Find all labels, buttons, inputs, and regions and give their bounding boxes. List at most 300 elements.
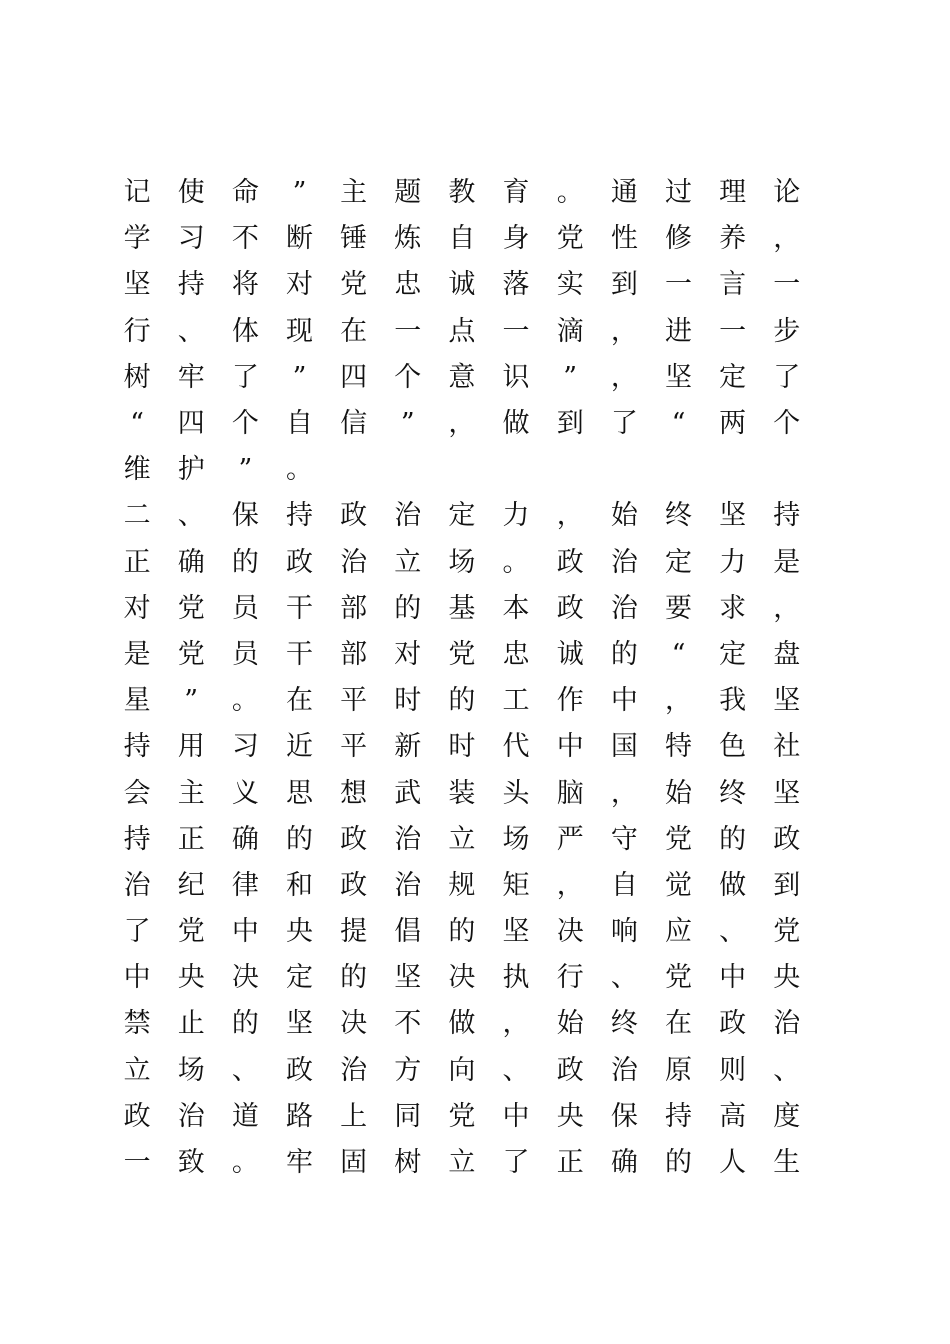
text-char: 一 [773,269,801,301]
text-char: ， [556,869,584,901]
text-line [110,1048,814,1094]
text-char: 、 [502,1054,530,1086]
text-char: 的 [231,1008,259,1040]
text-char: 做 [448,1008,476,1040]
text-char: 牢 [285,1147,313,1179]
text-char: 近 [285,731,313,763]
text-line [110,401,814,447]
text-char: 坚 [773,777,801,809]
text-char: 诚 [448,269,476,301]
text-char: 身 [502,223,530,255]
text-char: 识 [502,361,530,393]
text-char: 一 [664,269,692,301]
text-char: 场 [448,546,476,578]
text-char: 义 [231,777,259,809]
text-line [110,770,814,816]
text-char: 锤 [340,223,368,255]
text-char: 保 [610,1100,638,1132]
text-char: ” [292,177,307,209]
text-char: 持 [773,500,801,532]
text-char: 一 [502,315,530,347]
text-char: 做 [502,408,530,440]
text-char: ， [773,223,801,255]
text-char: 和 [285,869,313,901]
text-char: 时 [448,731,476,763]
text-char: 正 [556,1147,584,1179]
text-char: 决 [231,962,259,994]
text-line [110,1140,814,1186]
text-char: 用 [177,731,205,763]
text-char: 是 [773,546,801,578]
text-char: 落 [502,269,530,301]
text-char: 的 [664,1147,692,1179]
text-char: 员 [231,638,259,670]
text-char: 道 [231,1100,259,1132]
text-char: 政 [285,1054,313,1086]
text-char: 严 [556,823,584,855]
text-char: 致 [177,1147,205,1179]
text-char: 命 [231,177,259,209]
text-char: 持 [123,731,151,763]
text-char: 炼 [394,223,422,255]
text-char: 治 [340,1054,368,1086]
text-char: 、 [177,500,205,532]
text-char: 终 [610,1008,638,1040]
text-char: 矩 [502,869,530,901]
text-char: 了 [502,1147,530,1179]
text-char: 则 [719,1054,747,1086]
text-line [110,909,814,955]
text-line [110,262,814,308]
text-char: 政 [340,500,368,532]
text-char: ” [292,361,307,393]
text-char: 代 [502,731,530,763]
text-char: 方 [394,1054,422,1086]
text-char: ， [502,1008,530,1040]
text-char: 定 [664,546,692,578]
text-char: 作 [556,685,584,717]
text-char: 坚 [502,916,530,948]
text-char: ， [448,408,476,440]
text-char: 的 [340,962,368,994]
text-line [110,216,814,262]
text-char: 自 [448,223,476,255]
text-line [110,170,814,216]
text-char: 中 [502,1100,530,1132]
text-char: 性 [610,223,638,255]
text-char: 论 [773,177,801,209]
text-char: 题 [394,177,422,209]
text-char: 治 [394,869,422,901]
text-char: 一 [394,315,422,347]
text-char: 治 [610,546,638,578]
text-char: 维 [123,454,151,486]
text-char: 持 [123,823,151,855]
text-char: 新 [394,731,422,763]
text-line [110,1094,814,1140]
text-char: 将 [231,269,259,301]
text-char: 政 [719,1008,747,1040]
text-char: 行 [556,962,584,994]
text-char: 了 [123,916,151,948]
text-char: 教 [448,177,476,209]
text-char: 确 [231,823,259,855]
text-char: 一 [123,1147,151,1179]
text-char: 忠 [394,269,422,301]
text-char: 力 [719,546,747,578]
text-char: ” [400,408,415,440]
text-char: 确 [610,1147,638,1179]
text-char: 。 [231,1147,259,1179]
text-char: 工 [502,685,530,717]
text-char: 人 [719,1147,747,1179]
text-char: ” [238,454,253,486]
text-char: 我 [719,685,747,717]
text-char: 的 [394,592,422,624]
text-char: 主 [340,177,368,209]
text-char: 定 [719,361,747,393]
text-char: 始 [610,500,638,532]
text-char: 持 [664,1100,692,1132]
text-char: 、 [719,916,747,948]
text-char: 提 [340,916,368,948]
text-char: 两 [719,408,747,440]
text-char: 党 [664,962,692,994]
text-char: 央 [773,962,801,994]
text-char: 不 [231,223,259,255]
text-char: 、 [177,315,205,347]
text-char: 定 [285,962,313,994]
text-char: 正 [123,546,151,578]
text-char: 平 [340,685,368,717]
text-char: “ [671,638,686,670]
text-char: 体 [231,315,259,347]
text-char: 武 [394,777,422,809]
text-char: 立 [448,823,476,855]
text-char: 场 [502,823,530,855]
text-char: 习 [177,223,205,255]
text-char: 治 [610,1054,638,1086]
text-char: 向 [448,1054,476,1086]
text-line [110,724,814,770]
text-char: 央 [285,916,313,948]
text-char: 治 [610,592,638,624]
text-char: 政 [285,546,313,578]
text-char: 盘 [773,638,801,670]
text-char: 一 [719,315,747,347]
text-char: 终 [719,777,747,809]
text-char: 治 [177,1100,205,1132]
text-char: ， [556,500,584,532]
text-char: 立 [394,546,422,578]
text-char: 中 [610,685,638,717]
text-char: 终 [664,500,692,532]
text-char: 在 [285,685,313,717]
text-char: 政 [556,546,584,578]
section-heading-line [110,493,814,539]
text-char: 治 [394,823,422,855]
text-char: 坚 [719,500,747,532]
text-char: 员 [231,592,259,624]
text-char: 治 [340,546,368,578]
text-line [110,586,814,632]
text-char: 中 [556,731,584,763]
text-char: ， [664,685,692,717]
text-char: 社 [773,731,801,763]
text-char: 始 [556,1008,584,1040]
text-char: 进 [664,315,692,347]
text-char: 牢 [177,361,205,393]
text-char: 本 [502,592,530,624]
text-char: 育 [502,177,530,209]
text-char: 止 [177,1008,205,1040]
text-char: 路 [285,1100,313,1132]
text-char: 不 [394,1008,422,1040]
text-char: 。 [556,177,584,209]
text-char: 要 [664,592,692,624]
text-char: 响 [610,916,638,948]
text-char: 保 [231,500,259,532]
text-char: 禁 [123,1008,151,1040]
text-char: 确 [177,546,205,578]
text-char: 正 [177,823,205,855]
text-char: 。 [285,454,313,486]
text-char: 中 [719,962,747,994]
text-char: 护 [177,454,205,486]
text-char: 上 [340,1100,368,1132]
text-char: ” [184,685,199,717]
text-char: 的 [231,546,259,578]
text-line [110,955,814,1001]
text-line [110,863,814,909]
text-char: 了 [610,408,638,440]
text-char: 意 [448,361,476,393]
text-char: 记 [123,177,151,209]
text-line [110,355,814,401]
text-char: 。 [502,546,530,578]
text-char: 时 [394,685,422,717]
text-char: 治 [123,869,151,901]
text-line [110,447,814,493]
text-char: 了 [773,361,801,393]
text-char: 同 [394,1100,422,1132]
text-char: 场 [177,1054,205,1086]
text-line [110,540,814,586]
text-char: 力 [502,500,530,532]
text-char: 、 [773,1054,801,1086]
text-char: 治 [773,1008,801,1040]
text-char: 中 [123,962,151,994]
text-char: 诚 [556,638,584,670]
text-char: 原 [664,1054,692,1086]
text-char: 树 [394,1147,422,1179]
text-char: 守 [610,823,638,855]
body-text [110,170,814,1186]
text-char: 坚 [664,361,692,393]
text-char: 。 [231,685,259,717]
text-char: 持 [177,269,205,301]
text-char: 定 [719,638,747,670]
text-char: 政 [773,823,801,855]
text-char: 执 [502,962,530,994]
text-char: 自 [285,408,313,440]
text-char: 到 [610,269,638,301]
text-char: 滴 [556,315,584,347]
text-char: 的 [448,685,476,717]
text-char: 四 [340,361,368,393]
text-char: 始 [664,777,692,809]
text-char: “ [130,408,144,440]
text-char: 央 [556,1100,584,1132]
text-char: 、 [231,1054,259,1086]
text-line [110,309,814,355]
text-char: 点 [448,315,476,347]
text-line [110,632,814,678]
text-char: 平 [340,731,368,763]
text-line [110,817,814,863]
text-char: 修 [664,223,692,255]
text-char: ， [610,315,638,347]
text-char: ， [610,777,638,809]
text-char: 断 [285,223,313,255]
text-char: 过 [664,177,692,209]
text-char: 养 [719,223,747,255]
text-char: 政 [340,823,368,855]
text-char: 对 [123,592,151,624]
text-char: 立 [448,1147,476,1179]
text-char: 使 [177,177,205,209]
text-char: 求 [719,592,747,624]
text-char: 党 [448,1100,476,1132]
text-char: 定 [448,500,476,532]
text-char: 规 [448,869,476,901]
text-char: 度 [773,1100,801,1132]
text-char: 应 [664,916,692,948]
text-char: 党 [340,269,368,301]
text-char: 坚 [773,685,801,717]
text-char: 党 [556,223,584,255]
text-char: 实 [556,269,584,301]
text-char: 对 [394,638,422,670]
text-char: 现 [285,315,313,347]
text-char: 脑 [556,777,584,809]
text-char: 的 [610,638,638,670]
text-line [110,678,814,724]
text-char: 是 [123,638,151,670]
text-char: 坚 [394,962,422,994]
text-char: 基 [448,592,476,624]
text-char: “ [671,408,686,440]
text-char: 在 [664,1008,692,1040]
text-char: 高 [719,1100,747,1132]
text-char: 党 [177,916,205,948]
text-char: 了 [231,361,259,393]
text-char: 装 [448,777,476,809]
text-char: 个 [394,361,422,393]
text-char: 会 [123,777,151,809]
text-char: 固 [340,1147,368,1179]
text-char: 自 [610,869,638,901]
text-char: 的 [448,916,476,948]
text-char: 治 [394,500,422,532]
text-char: 言 [719,269,747,301]
text-char: 立 [123,1054,151,1086]
text-char: 信 [340,408,368,440]
text-char: 主 [177,777,205,809]
text-char: 的 [719,823,747,855]
text-char: 坚 [123,269,151,301]
text-char: 生 [773,1147,801,1179]
text-char: 部 [340,638,368,670]
text-char: 行 [123,315,151,347]
text-char: 忠 [502,638,530,670]
text-char: 觉 [664,869,692,901]
text-char: 决 [556,916,584,948]
text-char: 干 [285,638,313,670]
text-char: 习 [231,731,259,763]
text-char: 政 [123,1100,151,1132]
text-char: 学 [123,223,151,255]
text-char: 在 [340,315,368,347]
text-char: 通 [610,177,638,209]
text-char: 党 [448,638,476,670]
text-char: 律 [231,869,259,901]
text-char: 部 [340,592,368,624]
text-char: 到 [773,869,801,901]
text-char: 四 [177,408,205,440]
text-char: 党 [177,592,205,624]
text-char: 头 [502,777,530,809]
text-char: 决 [340,1008,368,1040]
text-char: 二 [123,500,151,532]
text-char: 步 [773,315,801,347]
text-char: 政 [556,1054,584,1086]
text-char: 的 [285,823,313,855]
text-char: 持 [285,500,313,532]
text-char: 星 [123,685,151,717]
text-char: ， [610,361,638,393]
text-char: 政 [556,592,584,624]
text-char: 个 [231,408,259,440]
text-char: 国 [610,731,638,763]
text-char: 特 [664,731,692,763]
text-char: 坚 [285,1008,313,1040]
text-char: 纪 [177,869,205,901]
text-char: 中 [231,916,259,948]
text-char: 理 [719,177,747,209]
text-char: 到 [556,408,584,440]
text-char: 党 [664,823,692,855]
text-char: 思 [285,777,313,809]
text-char: 个 [773,408,801,440]
text-char: 干 [285,592,313,624]
text-char: ， [773,592,801,624]
text-char: 党 [773,916,801,948]
text-char: 想 [340,777,368,809]
text-char: 党 [177,638,205,670]
text-char: ” [563,361,578,393]
text-char: 色 [719,731,747,763]
text-char: 对 [285,269,313,301]
text-char: 、 [610,962,638,994]
text-char: 树 [123,361,151,393]
text-char: 政 [340,869,368,901]
text-line [110,1001,814,1047]
text-char: 央 [177,962,205,994]
text-char: 决 [448,962,476,994]
text-char: 倡 [394,916,422,948]
text-char: 做 [719,869,747,901]
